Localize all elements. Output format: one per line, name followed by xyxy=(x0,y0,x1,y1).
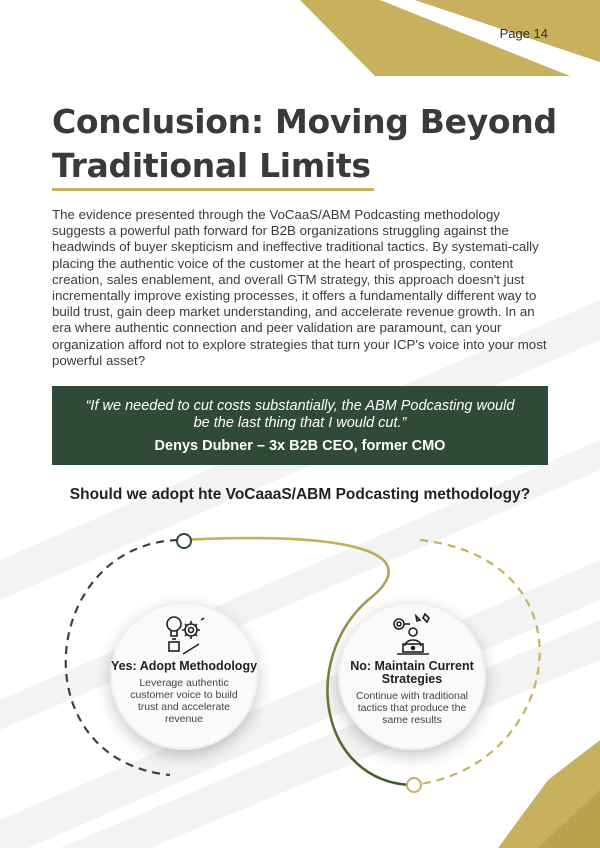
decision-flow-connector xyxy=(0,520,600,820)
end-node xyxy=(407,778,421,792)
title-underline xyxy=(52,188,374,191)
start-node xyxy=(177,534,191,548)
option-no-description: Continue with traditional tactics that produce the same results xyxy=(355,690,469,726)
body-paragraph: The evidence presented through the VoCaaS/ABM Podcasting methodology suggests a powerful path forward for B2B organizations struggling against the headwinds of buyer skepticism and ineffective traditional tactics. By systemati-cally placing the authentic voice of the customer at the heart of prospecting, content creation, sales enablement, and overall GTM strategy, this approach doesn't just incrementally improve existing processes, it offers a fundamentally different way to build trust, gain deep market understanding, and accelerate revenue growth. In an era where authentic connection and peer validation are paramount, can your organization afford not to explore strategies that turn your ICP's voice into your most powerful asset? xyxy=(52,207,547,368)
idea-gear-icon xyxy=(161,610,207,656)
testimonial-quote-box xyxy=(52,386,548,465)
option-no-title: No: Maintain Current Strategies xyxy=(350,659,474,686)
decision-question: Should we adopt hte VoCaaaS/ABM Podcasting methodology? xyxy=(69,486,531,503)
quote-author: Denys Dubner – 3x B2B CEO, former CMO xyxy=(154,438,446,454)
option-yes-adopt xyxy=(110,602,258,750)
option-yes-description: Leverage authentic customer voice to build trust and accelerate revenue xyxy=(130,677,238,725)
page-number: Page 14 xyxy=(499,26,548,41)
quote-text: “If we needed to cut costs substantially, the ABM Podcasting would be the last thing that I would cut.” xyxy=(85,398,515,431)
target-person-icon xyxy=(389,610,435,656)
option-no-maintain xyxy=(338,602,486,750)
page-title: Conclusion: Moving Beyond Traditional Limits xyxy=(52,102,557,185)
option-yes-title: Yes: Adopt Methodology xyxy=(110,659,258,673)
